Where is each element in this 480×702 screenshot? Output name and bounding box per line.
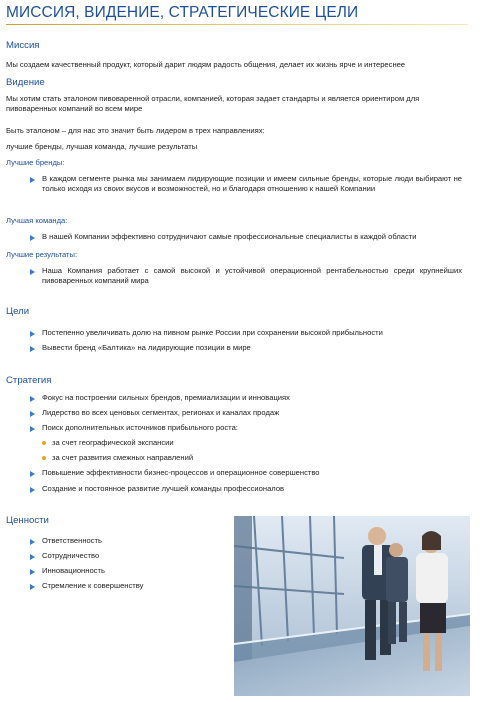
triangle-bullet-icon bbox=[30, 396, 35, 402]
triangle-bullet-icon bbox=[30, 426, 35, 432]
triangle-bullet-icon bbox=[30, 471, 35, 477]
triangle-bullet-icon bbox=[30, 584, 35, 590]
mission-heading: Миссия bbox=[6, 40, 40, 51]
triangle-bullet-icon bbox=[30, 269, 35, 275]
title-underline bbox=[6, 24, 468, 25]
triangle-bullet-icon bbox=[30, 331, 35, 337]
best-team-text: В нашей Компании эффективно сотрудничают самые профессиональные специалисты в каждой области bbox=[42, 232, 417, 241]
value-item: Сотрудничество bbox=[42, 551, 100, 560]
vision-directions: лучшие бренды, лучшая команда, лучшие результаты bbox=[6, 142, 198, 151]
team-photo bbox=[234, 516, 470, 696]
triangle-bullet-icon bbox=[30, 411, 35, 417]
strategy-item: Поиск дополнительных источников прибыльного роста: bbox=[42, 423, 238, 432]
vision-text: Мы хотим стать эталоном пивоваренной отрасли, компанией, которая задает стандарты и является ориентиром для пивоваренных компаний во всем мире bbox=[6, 94, 420, 114]
goal-item: Вывести бренд «Балтика» на лидирующие позиции в мире bbox=[42, 343, 251, 352]
triangle-bullet-icon bbox=[30, 554, 35, 560]
strategy-item: Повышение эффективности бизнес-процессов и операционное совершенство bbox=[42, 468, 320, 477]
best-brands-label: Лучшие бренды: bbox=[6, 158, 65, 167]
strategy-item: Фокус на построении сильных брендов, премиализации и инновациях bbox=[42, 393, 290, 402]
triangle-bullet-icon bbox=[30, 235, 35, 241]
vision-lead: Быть эталоном – для нас это значит быть лидером в трех направлениях: bbox=[6, 126, 265, 135]
goals-heading: Цели bbox=[6, 306, 30, 317]
dot-bullet-icon bbox=[42, 441, 46, 445]
goal-item: Постепенно увеличивать долю на пивном рынке России при сохранении высокой прибыльности bbox=[42, 328, 383, 337]
strategy-item: Лидерство во всех ценовых сегментах, регионах и каналах продаж bbox=[42, 408, 280, 417]
strategy-item: Создание и постоянное развитие лучшей команды профессионалов bbox=[42, 484, 285, 493]
triangle-bullet-icon bbox=[30, 539, 35, 545]
page-title: МИССИЯ, ВИДЕНИЕ, СТРАТЕГИЧЕСКИЕ ЦЕЛИ bbox=[6, 4, 359, 21]
best-results-label: Лучшие результаты: bbox=[6, 250, 78, 259]
best-brands-text: В каждом сегменте рынка мы занимаем лидирующие позиции и имеем сильные бренды, которые люди выбирают не только исходя из своих вкусов и возможностей, но и благодаря отношению к нашей Компании bbox=[42, 174, 462, 194]
strategy-heading: Стратегия bbox=[6, 375, 52, 386]
triangle-bullet-icon bbox=[30, 487, 35, 493]
value-item: Инновационность bbox=[42, 566, 105, 575]
best-team-label: Лучшая команда: bbox=[6, 216, 68, 225]
strategy-subitem: за счет географической экспансии bbox=[52, 438, 174, 447]
triangle-bullet-icon bbox=[30, 346, 35, 352]
value-item: Ответственность bbox=[42, 536, 102, 545]
triangle-bullet-icon bbox=[30, 569, 35, 575]
triangle-bullet-icon bbox=[30, 177, 35, 183]
mission-text: Мы создаем качественный продукт, который дарит людям радость общения, делает их жизнь ярче и интереснее bbox=[6, 60, 406, 69]
strategy-subitem: за счет развития смежных направлений bbox=[52, 453, 194, 462]
values-heading: Ценности bbox=[6, 515, 49, 526]
vision-heading: Видение bbox=[6, 77, 45, 88]
dot-bullet-icon bbox=[42, 456, 46, 460]
value-item: Стремление к совершенству bbox=[42, 581, 144, 590]
best-results-text: Наша Компания работает с самой высокой и устойчивой операционной рентабельностью среди крупнейших пивоваренных компаний мира bbox=[42, 266, 462, 286]
